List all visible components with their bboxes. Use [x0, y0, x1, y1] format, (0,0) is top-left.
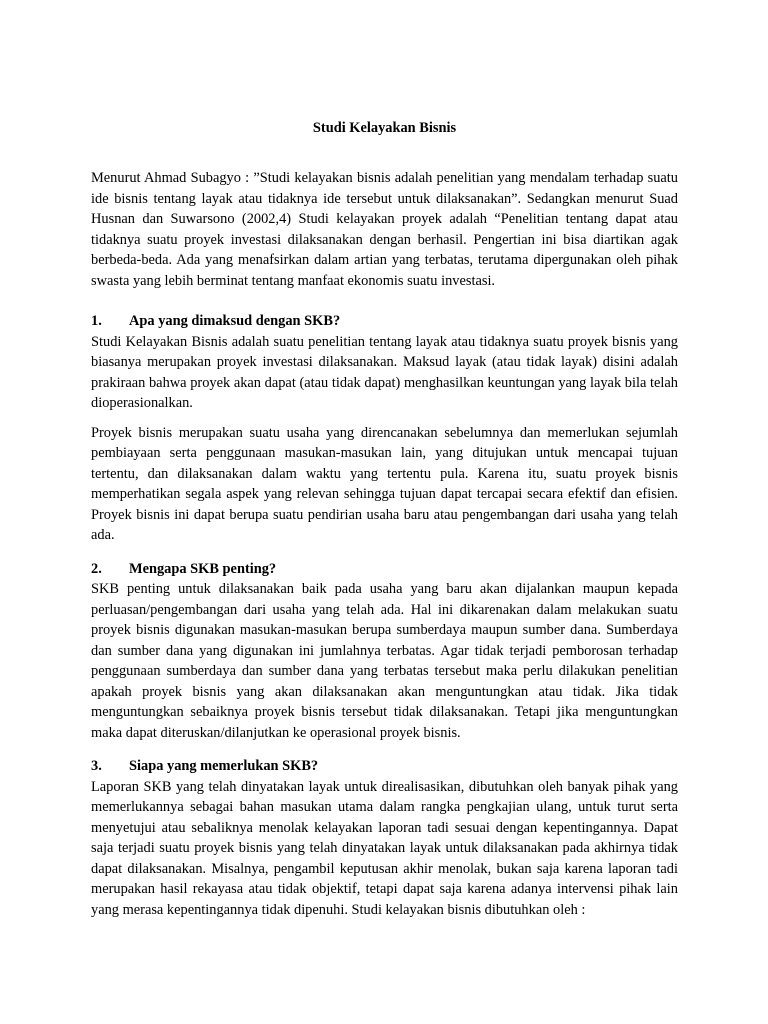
section-1	[91, 311, 678, 546]
section-title: Mengapa SKB penting?	[129, 560, 277, 577]
document-title: Studi Kelayakan Bisnis	[312, 120, 457, 136]
section-number: 2.	[91, 560, 102, 577]
section-heading	[91, 559, 678, 580]
intro-paragraph: Menurut Ahmad Subagyo : ”Studi kelayakan bisnis adalah penelitian yang mendalam terhadap suatu ide bisnis tentang layak atau tidaknya ide tersebut untuk dilaksanakan”. Sedangkan menurut Suad Husnan dan Suwarsono (2002,4) Studi kelayakan proyek adalah “Penelitian tentang dapat atau tidaknya suatu proyek investasi dilaksanakan dengan berhasil. Pengertian ini bisa diartikan agak berbeda-beda. Ada yang menafsirkan dalam artian yang terbatas, terutama dipergunakan oleh pihak swasta yang lebih berminat tentang manfaat ekonomis suatu investasi.	[91, 170, 678, 289]
section-3	[91, 756, 678, 920]
section-title: Apa yang dimaksud dengan SKB?	[129, 313, 341, 329]
section-number: 3.	[91, 758, 102, 774]
section-paragraph: SKB penting untuk dilaksanakan baik pada usaha yang baru akan dijalankan maupun kepada perluasan/pengembangan dari usaha yang telah ada. Hal ini dikarenakan dalam melakukan suatu proyek bisnis digunakan masukan-masukan berupa sumberdaya maupun sumber dana. Sumberdaya dan sumber dana yang digunakan ini jumlahnya terbatas. Agar tidak terjadi pemborosan terhadap penggunaan sumberdaya dan sumber dana yang terbatas tersebut maka perlu dilakukan penelitian apakah proyek bisnis yang akan dilaksanakan akan menguntungkan atau tidak. Jika tidak menguntungkan sebaiknya proyek bisnis tersebut tidak dilaksanakan. Tetapi jika menguntungkan maka dapat diteruskan/dilanjutkan ke operasional proyek bisnis.	[91, 581, 678, 741]
section-paragraph: Laporan SKB yang telah dinyatakan layak untuk direalisasikan, dibutuhkan oleh banyak pihak yang memerlukannya sebagai bahan masukan utama dalam rangka pengkajian ulang, untuk turut serta menyetujui atau sebaliknya menolak kelayakan laporan tadi sesuai dengan kepentingannya. Dapat saja terjadi suatu proyek bisnis yang telah dinyatakan layak untuk dilaksanakan pada akhirnya tidak dapat dilaksanakan. Misalnya, pengambil keputusan akhir menolak, bukan saja karena laporan tadi merupakan hasil rekayasa atau tidak objektif, tetapi dapat saja karena adanya intervensi pihak lain yang merasa kepentingannya tidak dipenuhi. Studi kelayakan bisnis dibutuhkan oleh :	[91, 778, 678, 918]
section-paragraph: Proyek bisnis merupakan suatu usaha yang direncanakan sebelumnya dan memerlukan sejumlah pembiayaan serta penggunaan masukan-masukan lain, yang ditujukan untuk mencapai tujuan tertentu, dan dilaksanakan dalam waktu yang tertentu pula. Karena itu, suatu proyek bisnis memperhatikan segala aspek yang relevan sehingga tujuan dapat tercapai secara efektif dan efisien. Proyek bisnis ini dapat berupa suatu pendirian usaha baru atau pengembangan dari usaha yang telah ada.	[91, 424, 678, 543]
document-body	[91, 118, 678, 920]
section-title: Siapa yang memerlukan SKB?	[129, 758, 319, 774]
section-number: 1.	[91, 313, 102, 329]
section-paragraph: Studi Kelayakan Bisnis adalah suatu penelitian tentang layak atau tidaknya suatu proyek bisnis yang biasanya merupakan proyek investasi dilaksanakan. Maksud layak (atau tidak layak) disini adalah prakiraan bahwa proyek akan dapat (atau tidak dapat) menghasilkan keuntungan yang layak bila telah dioperasionalkan.	[91, 333, 678, 411]
section-heading	[91, 311, 678, 332]
section-heading	[91, 756, 678, 777]
section-2	[91, 559, 678, 744]
